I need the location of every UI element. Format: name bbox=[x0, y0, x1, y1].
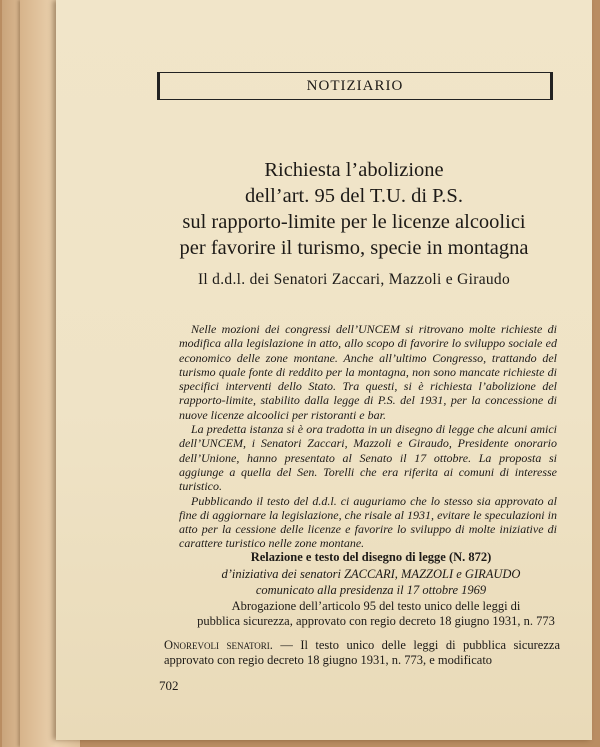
section-label: NOTIZIARIO bbox=[306, 77, 404, 94]
abrogation-line: Abrogazione dell’articolo 95 del testo unico delle leggi di bbox=[231, 599, 521, 613]
relazione-subtitle bbox=[186, 566, 556, 598]
onorevoli-label: Onorevoli senatori. bbox=[164, 638, 273, 652]
title-line: per favorire il turismo, specie in montagna bbox=[179, 237, 529, 259]
article-title bbox=[116, 157, 592, 261]
article-subtitle: Il d.d.l. dei Senatori Zaccari, Mazzoli e Giraudo bbox=[197, 271, 511, 288]
initiative-line: d’iniziativa dei senatori ZACCARI, MAZZOLI e GIRAUDO bbox=[221, 567, 521, 581]
abrogation-line: pubblica sicurezza, approvato con regio decreto 18 giugno 1931, n. 773 bbox=[197, 613, 555, 628]
onorevoli-text: — Il testo unico delle leggi di pubblica sicurezza approvato con regio decreto 18 giugno 1931, n. 773, e modificato bbox=[164, 638, 561, 667]
title-line: Richiesta l’abolizione bbox=[264, 159, 444, 181]
communicated-line: comunicato alla presidenza il 17 ottobre 1969 bbox=[255, 583, 487, 597]
intro-paragraph: Nelle mozioni dei congressi dell’UNCEM si ritrovano molte richieste di modifica alla legislazione in atto, allo scopo di favorire lo sviluppo sociale ed economico delle zone montane. Anche all’ultimo Congresso, trattando del turismo quale fonte di reddito per la montagna, non sono mancate richieste di specifici interventi dello Stato. Tra questi, si è richiesta l’abolizione del rapporto-limite, stabilito dalla legge di P.S. del 1931, per la concessione di nuove licenze alcoolici per ristoranti e bar. bbox=[179, 322, 557, 422]
document-page bbox=[56, 0, 592, 740]
intro-paragraph: La predetta istanza si è ora tradotta in un disegno di legge che alcuni amici dell’UNCEM, i Senatori Zaccari, Mazzoli e Giraudo, Presidente onorario dell’Unione, hanno presentato al Senato il 17 ottobre. La proposta si aggiunge a quella del Sen. Torelli che era riferita ai comuni di interesse turistico. bbox=[179, 422, 557, 494]
intro-text bbox=[179, 322, 557, 551]
title-line: sul rapporto-limite per le licenze alcoolici bbox=[182, 211, 526, 233]
body-paragraph bbox=[164, 638, 560, 668]
abrogation-heading bbox=[196, 599, 556, 628]
section-header bbox=[157, 72, 553, 100]
title-line: dell’art. 95 del T.U. di P.S. bbox=[245, 185, 463, 207]
intro-paragraph: Pubblicando il testo del d.d.l. ci auguriamo che lo stesso sia approvato al fine di aggiornare la legislazione, che risale al 1931, evitare le speculazioni in atto per la cessione delle licenze e favorire lo sviluppo di molte iniziative di carattere turistico nelle zone montane. bbox=[179, 493, 557, 551]
page-number: 702 bbox=[159, 678, 179, 693]
relazione-title: Relazione e testo del disegno di legge (N. 872) bbox=[250, 550, 492, 564]
